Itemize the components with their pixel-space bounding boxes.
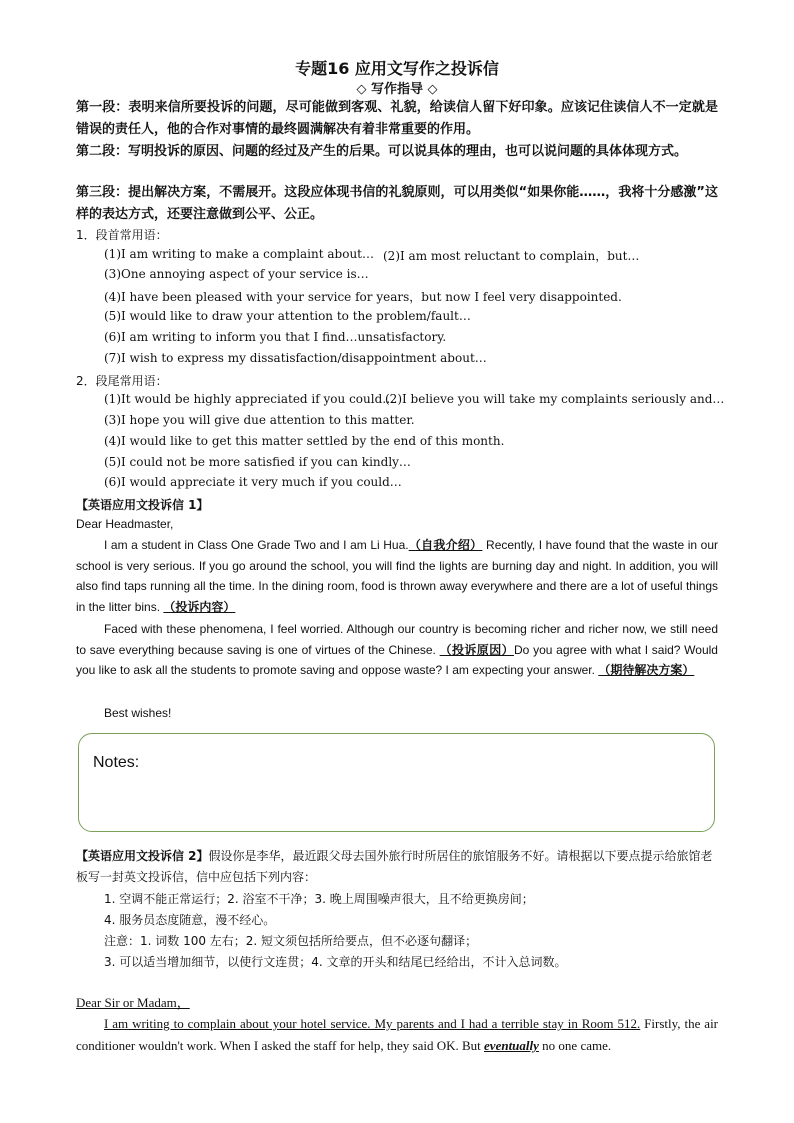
opening-phrase: (5)I would like to draw your attention to the problem/fault… [104,309,471,323]
closing-phrase: (1)It would be highly appreciated if you could… [104,392,395,406]
opening-phrase: (6)I am writing to inform you that I find…unsatisfactory. [104,330,447,344]
opening-phrase: (1)I am writing to make a complaint about… [104,247,374,261]
opening-phrase: (7)I wish to express my dissatisfaction/disappointment about… [104,351,487,365]
closing-phrase: (2)I believe you will take my complaints seriously and… [385,392,725,406]
example2-heading: 【英语应用文投诉信 2】 [76,849,209,863]
example2-text: Firstly, the air conditioner wouldn't work. When I asked the staff for help, they said OK. But [76,1016,719,1053]
closing-phrase: (3)I hope you will give due attention to this matter. [104,413,415,427]
example1-paragraph-2 [76,619,718,681]
notes-label: Notes: [93,754,140,771]
closing-phrases-heading: 2．段尾常用语： [76,374,168,388]
example1-heading: 【英语应用文投诉信 1】 [76,498,209,512]
example1-paragraph-1 [76,535,718,618]
example1-text: I am a student in Class One Grade Two and I am Li Hua. [104,538,409,552]
opening-phrase: (3)One annoying aspect of your service is… [104,267,369,281]
example1-closing [76,703,718,724]
example2-salutation [76,992,718,1014]
example2-note: 3. 可以适当增加细节，以使行文连贯；4. 文章的开头和结尾已经给出，不计入总词数。 [104,955,567,969]
opening-phrase: (4)I have been pleased with your service for years，but now I feel very disappointed. [104,290,622,304]
page-title: 专题16 应用文写作之投诉信 [295,59,499,78]
example1-text: Faced with these phenomena, I feel worried. Although our country is becoming richer and richer now, we still need to save everything because saving is one of virtues of the Chinese. [76,622,718,657]
example2-emphasis: eventually [484,1038,539,1053]
closing-phrase: (5)I could not be more satisfied if you can kindly… [104,455,411,469]
guide-paragraph-1: 第一段：表明来信所要投诉的问题，尽可能做到客观、礼貌，给读信人留下好印象。应该记住读信人不一定就是错误的责任人，他的合作对事情的最终圆满解决有着非常重要的作用。 [76,100,718,137]
opening-phrases-heading: 1．段首常用语： [76,228,168,242]
section-subtitle: ◇ 写作指导 ◇ [356,82,438,97]
example2-body [76,1013,718,1057]
annotation-tag: （投诉内容） [163,600,236,615]
example2-point: 4. 服务员态度随意，漫不经心。 [104,913,276,927]
annotation-tag: （自我介绍） [408,538,483,552]
example1-closing-text: Best wishes! [104,706,172,720]
example1-salutation: Dear Headmaster, [76,517,174,531]
notes-box[interactable] [78,733,715,832]
annotation-tag: （投诉原因） [439,642,514,657]
example2-salutation-text: Dear Sir or Madam， [76,995,190,1010]
opening-phrase: (2)I am most reluctant to complain，but… [383,249,640,263]
guide-paragraph-2: 第二段：写明投诉的原因、问题的经过及产生的后果。可以说具体的理由，也可以说问题的具体体现方式。 [76,144,688,159]
example2-text: I am writing to complain about your hotel service. My parents and I had a terrible stay in Room 512. [104,1016,641,1031]
example2-intro: 假设你是李华，最近跟父母去国外旅行时所居住的旅馆服务不好。请根据以下要点提示给旅馆老板写一封英文投诉信，信中应包括下列内容： [76,849,713,884]
example2-text: no one came. [538,1038,612,1053]
closing-phrase: (4)I would like to get this matter settled by the end of this month. [104,434,505,448]
example2-note: 注意：1. 词数 100 左右；2. 短文须包括所给要点，但不必逐句翻译； [104,934,478,948]
guide-paragraph-3: 第三段：提出解决方案，不需展开。这段应体现书信的礼貌原则，可以用类似“如果你能……，我将十分感激”这样的表达方式，还要注意做到公平、公正。 [76,185,718,222]
closing-phrase: (6)I would appreciate it very much if you could… [104,475,402,489]
example1-text: Recently, I have found that the waste in our school is very serious. If you go around the school, you will find the lights are burning day and night. In addition, you will also find taps running all the time. In the dining room, food is thrown away everywhere and there are a lot of useful things in the litter bins. [76,538,719,615]
annotation-tag: （期待解决方案） [598,663,695,678]
example1-text: Do you agree with what I said? Would you like to ask all the students to promote saving and oppose waste? I am expecting your answer. [76,642,718,678]
example2-prompt [76,846,718,888]
example2-point: 1. 空调不能正常运行；2. 浴室不干净；3. 晚上周围噪声很大，且不给更换房间； [104,892,534,906]
